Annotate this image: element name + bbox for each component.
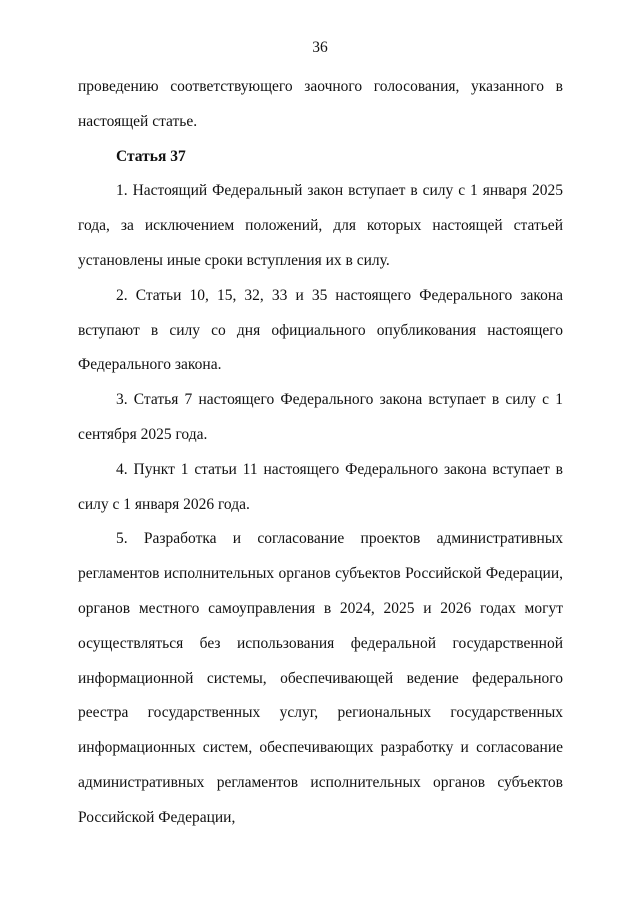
article-heading: Статья 37 — [116, 147, 186, 165]
continuation-paragraph: проведению соответствующего заочного голосования, указанного в настоящей статье. — [78, 78, 563, 130]
page-number: 36 — [312, 39, 328, 56]
paragraph-2: 2. Статьи 10, 15, 32, 33 и 35 настоящего Федерального закона вступают в силу со дня официального опубликования настоящего Федерального закона. — [78, 286, 563, 374]
paragraph-3: 3. Статья 7 настоящего Федерального закона вступает в силу с 1 сентября 2025 года. — [78, 391, 563, 443]
paragraph-5: 5. Разработка и согласование проектов административных регламентов исполнительных органов субъектов Российской Федерации, органов местного самоуправления в 2024, 2025 и 2026 годах могут осуществляться без использования федеральной государственной информационной системы, обеспечивающей ведение федерального реестра государственных услуг, региональных государственных информационных систем, обеспечивающих разработку и согласование административных регламентов исполнительных органов субъектов Российской Федерации, — [78, 530, 563, 826]
paragraph-4: 4. Пункт 1 статьи 11 настоящего Федерального закона вступает в силу с 1 января 2026 года. — [78, 460, 563, 513]
paragraph-1: 1. Настоящий Федеральный закон вступает в силу с 1 января 2025 года, за исключением положений, для которых настоящей статьей установлены иные сроки вступления их в силу. — [78, 182, 563, 269]
document-body — [78, 70, 563, 836]
